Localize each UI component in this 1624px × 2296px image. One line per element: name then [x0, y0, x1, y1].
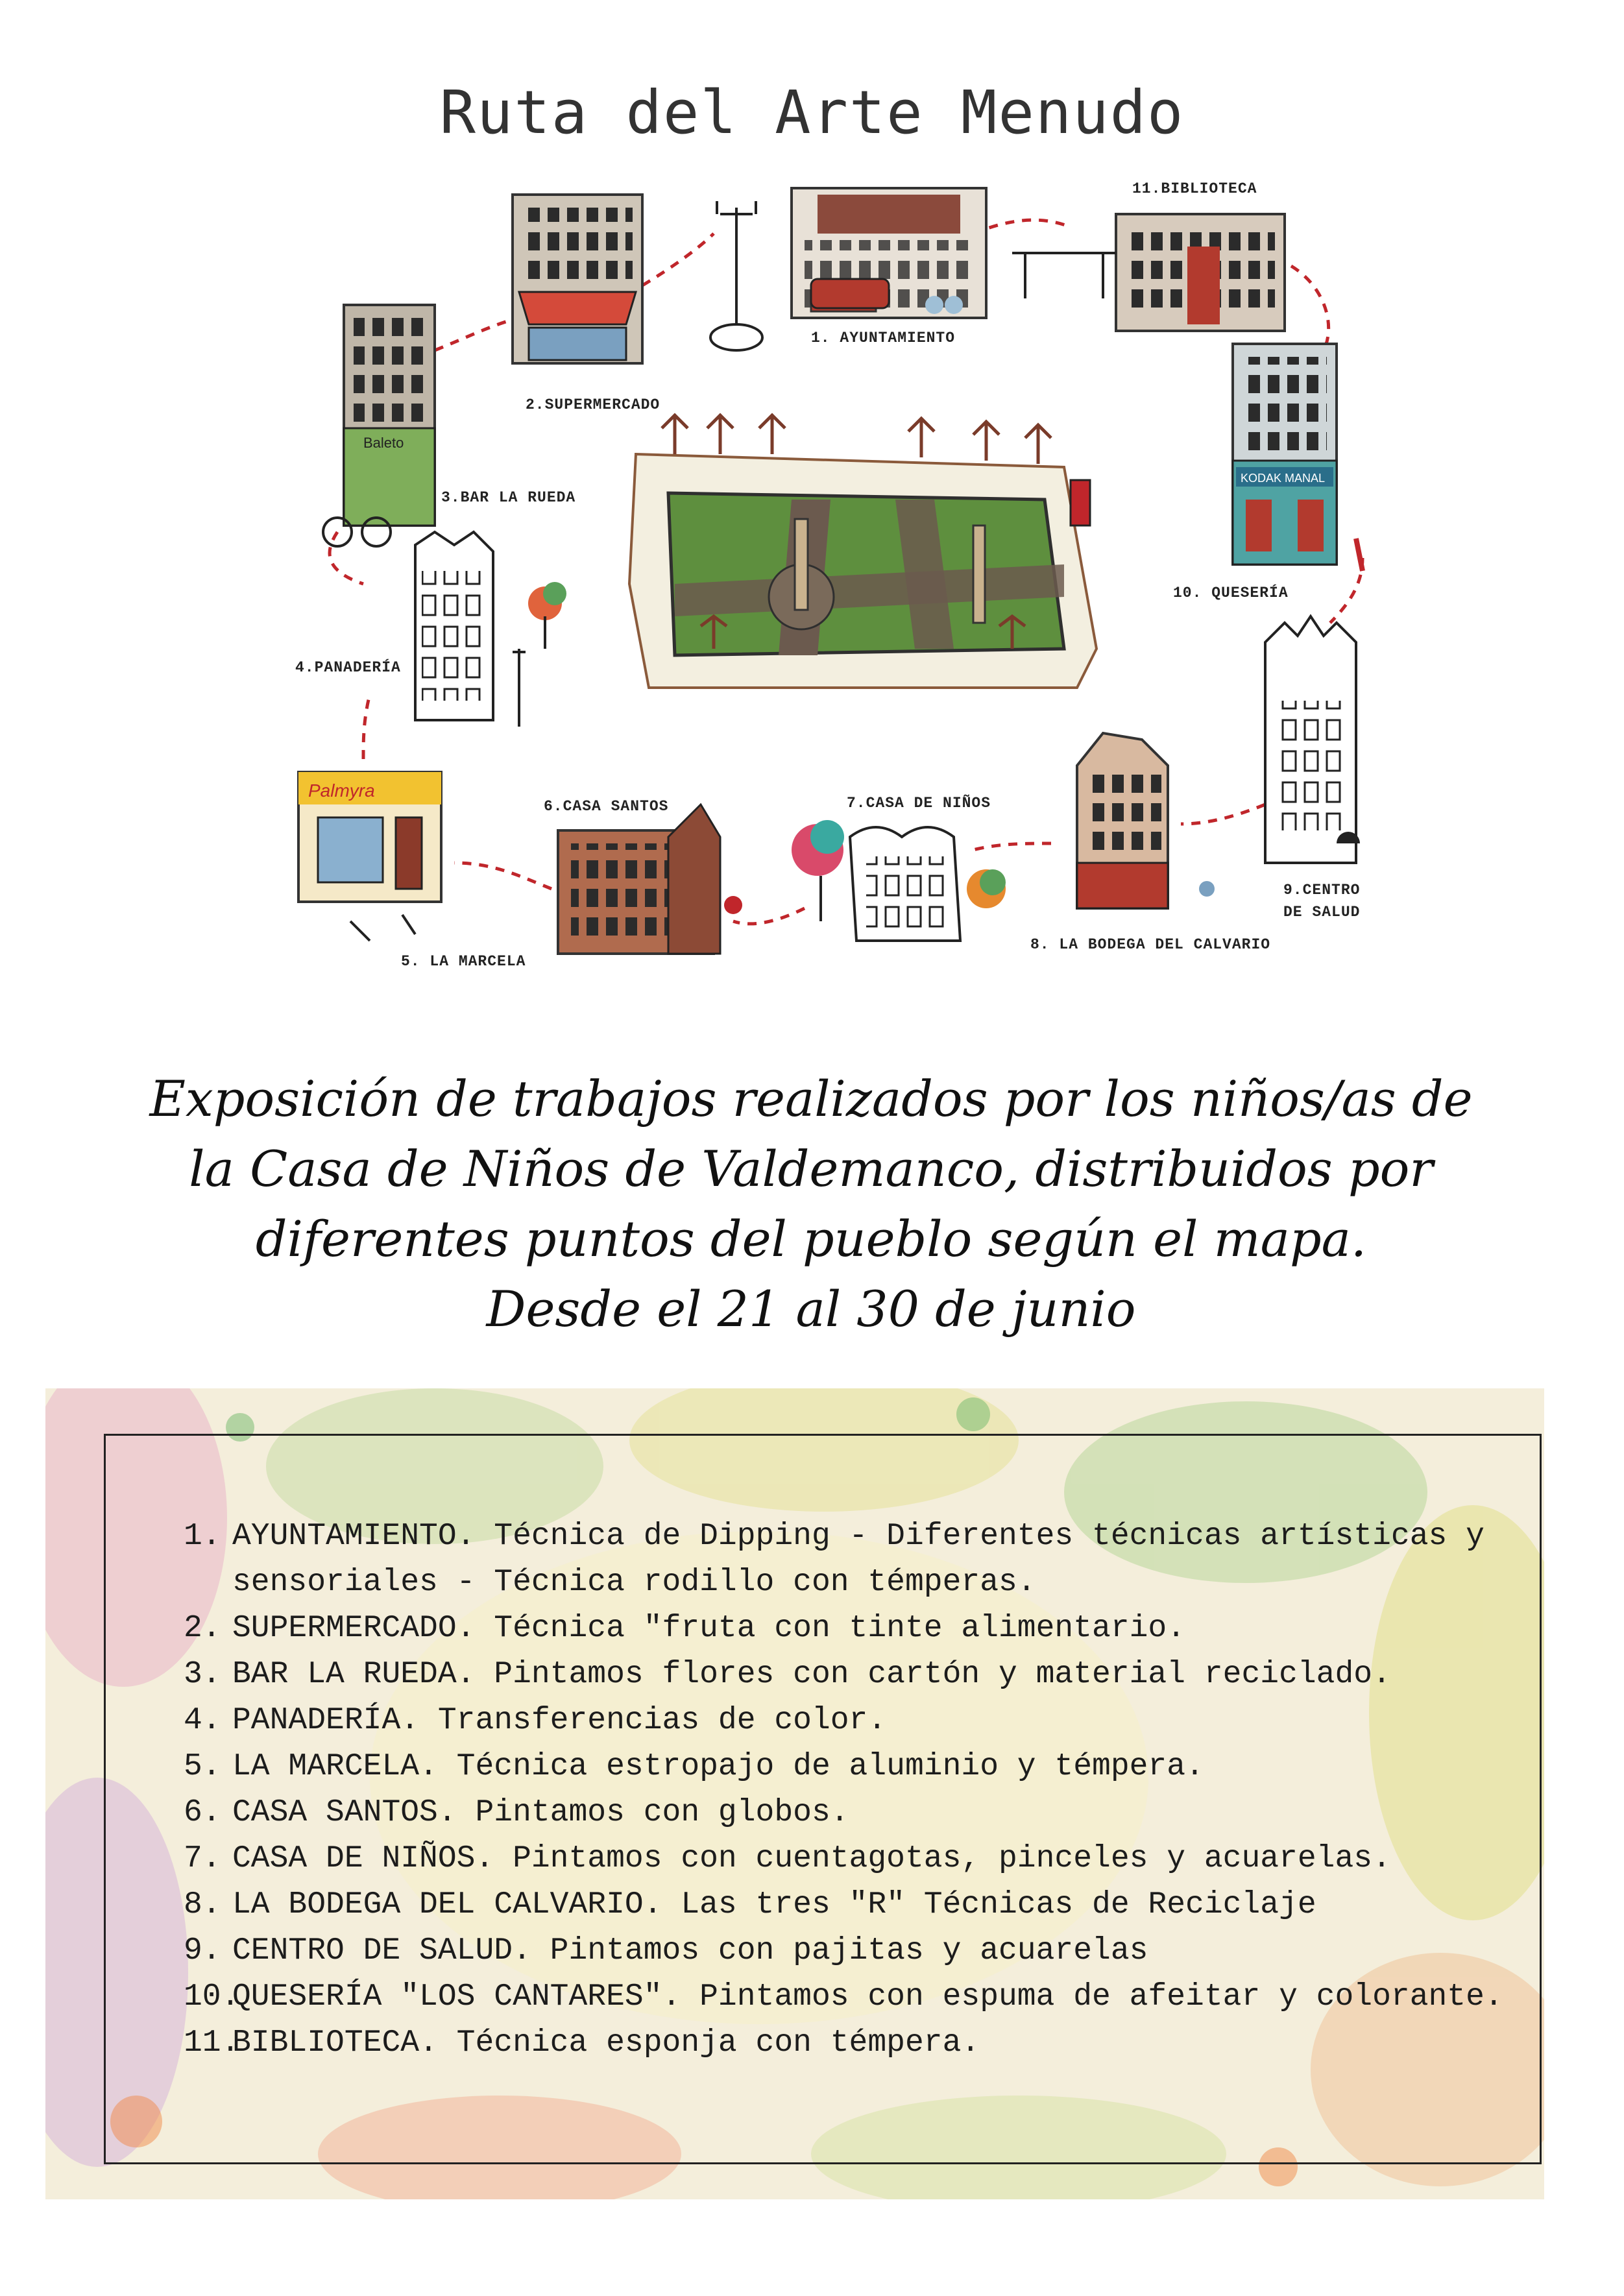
label-panaderia: 4.PANADERÍA	[295, 659, 401, 676]
intro-text	[97, 1064, 1525, 1344]
list-item-text: CENTRO DE SALUD. Pintamos con pajitas y acuarelas	[232, 1933, 1148, 1968]
list-item-text: LA BODEGA DEL CALVARIO. Las tres "R" Técnicas de Reciclaje	[232, 1887, 1316, 1922]
building-casa-santos	[558, 804, 742, 954]
label-queseria: 10. QUESERÍA	[1173, 585, 1289, 601]
list-item-text: QUESERÍA "LOS CANTARES". Pintamos con espuma de afeitar y colorante.	[232, 1979, 1503, 2014]
list-item-number: 10.	[184, 1979, 240, 2014]
intro-line: Desde el 21 al 30 de junio	[486, 1280, 1136, 1338]
list-item	[184, 1652, 1514, 1698]
list-item	[184, 1514, 1514, 1606]
svg-text:Palmyra: Palmyra	[308, 780, 375, 801]
list-item	[184, 1698, 1514, 1744]
svg-text:Baleto: Baleto	[363, 435, 404, 451]
list-item	[184, 1974, 1514, 2020]
route-map	[0, 0, 1624, 1012]
list-item-text: CASA SANTOS. Pintamos con globos.	[232, 1795, 849, 1830]
building-panaderia	[415, 532, 566, 727]
intro-line: la Casa de Niños de Valdemanco, distribuidos por	[189, 1140, 1433, 1198]
list-item	[184, 1744, 1514, 1790]
label-bar: 3.BAR LA RUEDA	[441, 489, 576, 506]
intro-line: Exposición de trabajos realizados por los niños/as de	[149, 1070, 1473, 1128]
list-item-number: 7.	[184, 1841, 221, 1876]
building-queseria	[1233, 344, 1363, 571]
list-item-text: SUPERMERCADO. Técnica "fruta con tinte alimentario.	[232, 1611, 1186, 1646]
label-marcela: 5. LA MARCELA	[401, 953, 526, 970]
list-item	[184, 1836, 1514, 1882]
building-ayuntamiento	[792, 188, 986, 318]
list-item	[184, 2020, 1514, 2066]
activities-list-box	[104, 1434, 1542, 2164]
plaza	[629, 415, 1097, 688]
label-biblioteca: 11.BIBLIOTECA	[1132, 180, 1257, 197]
building-marcela	[298, 772, 441, 941]
label-bodega: 8. LA BODEGA DEL CALVARIO	[1030, 936, 1271, 953]
activities-list	[184, 1514, 1514, 2066]
list-item-text: PANADERÍA. Transferencias de color.	[232, 1703, 887, 1738]
building-bodega	[1077, 733, 1215, 908]
list-item	[184, 1882, 1514, 1928]
list-item-text: LA MARCELA. Técnica estropajo de aluminio y témpera.	[232, 1749, 1204, 1784]
list-item-number: 9.	[184, 1933, 221, 1968]
label-casa-ninos: 7.CASA DE NIÑOS	[847, 795, 991, 812]
list-item-text: BIBLIOTECA. Técnica esponja con témpera.	[232, 2025, 980, 2060]
label-centro-2: DE SALUD	[1283, 904, 1361, 921]
building-casa-ninos	[792, 820, 1006, 941]
list-item	[184, 1606, 1514, 1652]
list-item-number: 6.	[184, 1795, 221, 1830]
list-item-number: 3.	[184, 1657, 221, 1692]
svg-text:KODAK MANAL: KODAK MANAL	[1241, 472, 1326, 485]
list-item-number: 4.	[184, 1703, 221, 1738]
building-supermercado	[513, 195, 642, 363]
label-supermercado: 2.SUPERMERCADO	[526, 396, 661, 413]
label-casa-santos: 6.CASA SANTOS	[544, 798, 669, 815]
list-item-number: 2.	[184, 1611, 221, 1646]
list-item-text: AYUNTAMIENTO. Técnica de Dipping - Diferentes técnicas artísticas y sensoriales - Técnica rodillo con témperas.	[232, 1519, 1485, 1600]
list-item-number: 8.	[184, 1887, 221, 1922]
list-item-text: BAR LA RUEDA. Pintamos flores con cartón y material reciclado.	[232, 1657, 1391, 1692]
lamp-post	[710, 201, 762, 350]
building-centro-salud	[1265, 616, 1360, 863]
building-bar	[323, 305, 435, 546]
label-ayuntamiento: 1. AYUNTAMIENTO	[811, 330, 956, 346]
list-item-number: 5.	[184, 1749, 221, 1784]
list-item-number: 11.	[184, 2025, 240, 2060]
list-item	[184, 1928, 1514, 1974]
list-item-text: CASA DE NIÑOS. Pintamos con cuentagotas, pinceles y acuarelas.	[232, 1841, 1391, 1876]
intro-line: diferentes puntos del pueblo según el mapa.	[255, 1210, 1367, 1268]
list-item	[184, 1790, 1514, 1836]
page-title: Ruta del Arte Menudo	[439, 78, 1185, 147]
list-item-number: 1.	[184, 1519, 221, 1554]
building-biblioteca	[1012, 214, 1285, 331]
label-centro-1: 9.CENTRO	[1283, 882, 1361, 899]
